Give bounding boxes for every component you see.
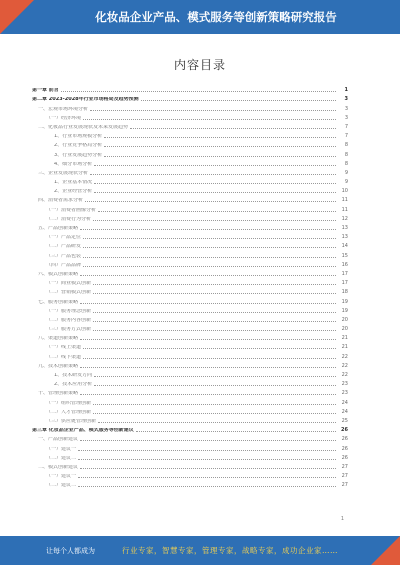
toc-entry-title: （一）服务理念创新 <box>46 308 92 314</box>
toc-entry-title: 七、服务创新策略 <box>38 299 79 305</box>
toc-entry-title: （一）组织管理创新 <box>46 400 92 406</box>
report-title: 化妆品企业产品、模式服务等创新策略研究报告 <box>95 10 337 24</box>
toc-entry-page: 20 <box>341 316 348 323</box>
toc-entry-title: （一）建议一 <box>46 474 77 480</box>
toc-entry-page: 26 <box>341 445 348 452</box>
toc-entry[interactable] <box>32 295 348 304</box>
toc-leader-dots <box>94 384 336 386</box>
toc-leader-dots <box>141 99 336 101</box>
toc-entry-page: 23 <box>341 390 348 397</box>
page-title: 内容目录 <box>173 58 226 72</box>
footer-bar <box>0 536 400 565</box>
toc-entry-page: 8 <box>344 142 348 149</box>
toc-entry-title: 第三章 化妆品企业产品、模式服务等创新建议 <box>32 428 134 434</box>
toc-leader-dots <box>78 485 336 487</box>
toc-entry[interactable] <box>32 231 348 240</box>
toc-entry[interactable] <box>32 332 348 341</box>
toc-entry-page: 15 <box>341 252 348 259</box>
toc-entry-title: 3、行业发展趋势分析 <box>54 152 103 158</box>
toc-entry[interactable] <box>32 424 348 433</box>
toc-entry[interactable] <box>32 167 348 176</box>
toc-entry[interactable] <box>32 433 348 442</box>
toc-leader-dots <box>80 302 336 304</box>
toc-entry-title: （二）产品研发 <box>46 244 82 250</box>
toc-entry-title: 三、企业发展现状分析 <box>38 170 89 176</box>
toc-entry-page: 8 <box>344 160 348 167</box>
toc-entry-page: 10 <box>341 188 348 195</box>
toc-entry-page: 26 <box>341 427 348 434</box>
toc-leader-dots <box>104 145 336 147</box>
toc-entry[interactable] <box>32 213 348 222</box>
toc-entry[interactable] <box>32 479 348 488</box>
toc-entry-page: 19 <box>341 307 348 314</box>
toc-entry-title: （二）营销模式创新 <box>46 290 92 296</box>
toc-leader-dots <box>80 366 336 368</box>
toc-entry[interactable] <box>32 112 348 121</box>
toc-leader-dots <box>136 430 336 432</box>
toc-entry[interactable] <box>32 203 348 212</box>
toc-entry-title: （三）产品包装 <box>46 253 82 259</box>
toc-entry-title: （二）建议二 <box>46 455 77 461</box>
toc-entry-page: 25 <box>341 417 348 424</box>
toc-entry-page: 18 <box>341 289 348 296</box>
toc-leader-dots <box>83 265 336 267</box>
toc-entry-title: （一）消费者画像分析 <box>46 207 97 213</box>
toc-entry-page: 3 <box>344 114 348 121</box>
toc-entry-title: （三）供应链管理创新 <box>46 418 97 424</box>
toc-leader-dots <box>80 338 336 340</box>
toc-leader-dots <box>83 246 336 248</box>
toc-entry-page: 8 <box>344 151 348 158</box>
toc-entry-page: 24 <box>341 408 348 415</box>
toc-entry-title: 1、企业基本情况 <box>54 180 93 186</box>
toc-leader-dots <box>93 320 336 322</box>
toc-entry-page: 22 <box>341 372 348 378</box>
toc-entry[interactable] <box>32 176 348 185</box>
toc-leader-dots <box>83 256 336 258</box>
toc-entry-title: （一）产品定位 <box>46 235 82 241</box>
toc-leader-dots <box>93 292 336 294</box>
toc-leader-dots <box>94 164 336 166</box>
toc-entry-page: 13 <box>341 225 348 231</box>
toc-entry-page: 7 <box>344 123 348 130</box>
toc-entry-page: 9 <box>344 169 348 176</box>
toc-entry-page: 3 <box>344 96 348 103</box>
toc-entry-title: 二、模式创新建议 <box>38 464 79 470</box>
header-accent-shape <box>0 0 34 34</box>
toc-entry-title: 1、行业市场规模分析 <box>54 134 103 140</box>
toc-entry[interactable] <box>32 314 348 323</box>
toc-entry[interactable] <box>32 185 348 194</box>
toc-entry[interactable] <box>32 305 348 314</box>
toc-entry-title: （一）商业模式创新 <box>46 281 92 287</box>
toc-entry-page: 12 <box>341 215 348 222</box>
toc-entry-title: 2、行业竞争格局分析 <box>54 143 103 149</box>
toc-leader-dots <box>83 347 336 349</box>
toc-entry[interactable] <box>32 452 348 461</box>
toc-entry-page: 20 <box>341 326 348 333</box>
toc-entry[interactable] <box>32 323 348 332</box>
toc-entry-title: 四、消费者需求分析 <box>38 198 84 204</box>
footer-accent-shape <box>371 536 400 565</box>
toc-entry-page: 22 <box>341 362 348 369</box>
toc-entry[interactable] <box>32 442 348 451</box>
toc-leader-dots <box>130 127 336 129</box>
toc-entry-page: 17 <box>341 280 348 287</box>
toc-entry[interactable] <box>32 222 348 231</box>
toc-entry[interactable] <box>32 240 348 249</box>
toc-entry-title: （四）产品品牌 <box>46 262 82 268</box>
toc-entry[interactable] <box>32 121 348 130</box>
toc-leader-dots <box>90 109 336 111</box>
toc-entry-page: 17 <box>341 270 348 277</box>
toc-leader-dots <box>83 118 336 120</box>
toc-entry-title: 第一章 前言 <box>32 88 59 94</box>
toc-entry-title: 八、渠道创新策略 <box>38 336 79 342</box>
toc-entry-page: 3 <box>344 105 348 112</box>
toc-entry[interactable] <box>32 102 348 111</box>
toc-entry[interactable] <box>32 461 348 470</box>
toc-entry-page: 11 <box>341 197 348 204</box>
toc-leader-dots <box>85 200 336 202</box>
toc-leader-dots <box>104 136 336 138</box>
toc-entry[interactable] <box>32 277 348 286</box>
toc-leader-dots <box>93 311 336 313</box>
toc-entry[interactable] <box>32 93 348 102</box>
toc-entry[interactable] <box>32 396 348 405</box>
toc-entry[interactable] <box>32 369 348 378</box>
toc-entry-title: （一）建议一 <box>46 446 77 452</box>
toc-leader-dots <box>93 329 336 331</box>
page-number: 1 <box>340 516 344 522</box>
toc-leader-dots <box>80 467 336 469</box>
toc-entry-page: 21 <box>341 344 348 351</box>
toc-entry-title: 十、管理创新策略 <box>38 391 79 397</box>
header-bar <box>0 0 400 34</box>
toc-entry-page: 26 <box>341 454 348 461</box>
toc-entry-title: 九、技术创新策略 <box>38 363 79 369</box>
toc-leader-dots <box>98 210 336 212</box>
toc-entry[interactable] <box>32 470 348 479</box>
footer-slogan: 让每个人都成为 <box>46 547 95 555</box>
toc-leader-dots <box>93 283 336 285</box>
toc-entry[interactable] <box>32 378 348 387</box>
toc-entry[interactable] <box>32 415 348 424</box>
toc-leader-dots <box>80 393 336 395</box>
toc-entry-page: 11 <box>341 206 348 213</box>
toc-leader-dots <box>94 191 336 193</box>
toc-entry-title: 一、产品创新建议 <box>38 437 79 443</box>
toc-entry-page: 24 <box>341 399 348 406</box>
toc-entry[interactable] <box>32 158 348 167</box>
toc-leader-dots <box>104 155 336 157</box>
toc-entry[interactable] <box>32 360 348 369</box>
toc-leader-dots <box>78 449 336 451</box>
toc-leader-dots <box>83 237 336 239</box>
toc-entry[interactable] <box>32 387 348 396</box>
toc-leader-dots <box>94 375 336 377</box>
toc-entry[interactable] <box>32 139 348 148</box>
toc-entry-page: 13 <box>341 234 348 241</box>
toc-entry-page: 21 <box>341 335 348 342</box>
toc-entry-title: 五、产品创新策略 <box>38 226 79 231</box>
toc-leader-dots <box>93 219 336 221</box>
toc-entry[interactable] <box>32 268 348 277</box>
toc-leader-dots <box>80 228 336 230</box>
toc-entry-title: 4、细分市场分析 <box>54 161 93 167</box>
toc-entry[interactable] <box>32 259 348 268</box>
table-of-contents <box>32 84 348 488</box>
toc-entry-page: 7 <box>344 133 348 140</box>
toc-entry-page: 19 <box>341 298 348 305</box>
toc-leader-dots <box>78 458 336 460</box>
toc-leader-dots <box>93 412 336 414</box>
toc-entry[interactable] <box>32 406 348 415</box>
toc-leader-dots <box>61 90 336 92</box>
toc-entry-title: 1、技术研发方向 <box>54 373 93 378</box>
toc-entry[interactable] <box>32 350 348 359</box>
toc-entry-title: （三）服务方式创新 <box>46 327 92 333</box>
toc-entry-title: 2、技术应用分析 <box>54 382 93 388</box>
toc-entry-page: 27 <box>341 482 348 489</box>
footer-tagline: 行业专家，智慧专家，管理专家，战略专家，成功企业家…… <box>122 546 338 555</box>
toc-entry[interactable] <box>32 148 348 157</box>
toc-leader-dots <box>98 421 336 423</box>
toc-leader-dots <box>90 173 336 175</box>
toc-entry-title: （二）人才管理创新 <box>46 409 92 415</box>
toc-leader-dots <box>80 439 336 441</box>
toc-leader-dots <box>80 274 336 276</box>
toc-entry-title: （二）消费行为分析 <box>46 216 92 222</box>
toc-entry-title: 一、宏观市场环境分析 <box>38 106 89 112</box>
toc-entry-page: 1 <box>344 87 348 94</box>
toc-entry-title: （二）建议二 <box>46 483 77 489</box>
toc-entry[interactable] <box>32 84 348 93</box>
toc-entry-title: （一）经济环境 <box>46 115 82 121</box>
toc-entry-page: 27 <box>341 463 348 470</box>
toc-entry[interactable] <box>32 130 348 139</box>
toc-entry-page: 26 <box>341 436 348 443</box>
toc-entry-page: 23 <box>341 381 348 388</box>
toc-entry[interactable] <box>32 341 348 350</box>
toc-entry-page: 22 <box>341 353 348 360</box>
toc-entry-title: 六、模式创新策略 <box>38 271 79 277</box>
toc-entry-title: 2、企业经营分析 <box>54 189 93 195</box>
toc-entry-page: 14 <box>341 243 348 250</box>
toc-entry-title: （二）线下渠道 <box>46 354 82 360</box>
toc-leader-dots <box>78 476 336 478</box>
toc-leader-dots <box>93 403 336 405</box>
toc-entry-title: （一）线上渠道 <box>46 345 82 351</box>
toc-entry-title: 二、化妆品行业发展现状及未来发展趋势 <box>38 124 129 130</box>
toc-entry[interactable] <box>32 249 348 258</box>
toc-leader-dots <box>94 182 336 184</box>
toc-entry[interactable] <box>32 286 348 295</box>
toc-entry-page: 27 <box>341 473 348 480</box>
toc-entry-title: （二）服务内容创新 <box>46 317 92 323</box>
toc-entry[interactable] <box>32 194 348 203</box>
toc-entry-title: 第二章 2023-2028年行业市场格局及趋势预测 <box>32 97 139 103</box>
toc-entry-page: 16 <box>341 261 348 268</box>
toc-leader-dots <box>83 357 336 359</box>
toc-entry-page: 9 <box>344 179 348 186</box>
